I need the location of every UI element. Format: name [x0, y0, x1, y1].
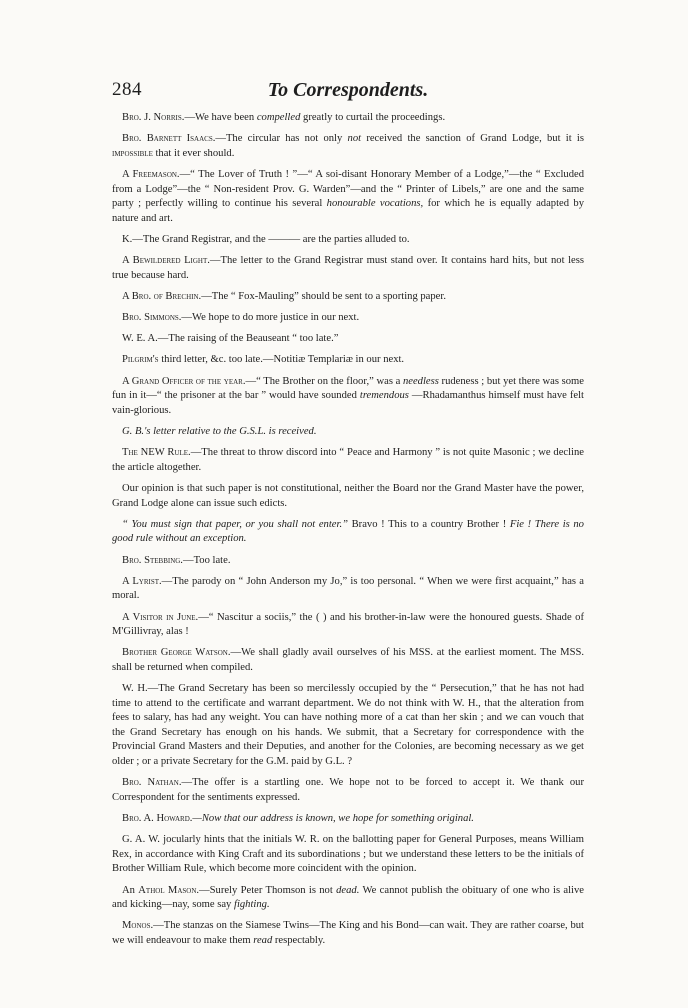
note-text: —The “ Fox-Mauling” should be sent to a sporting paper. — [201, 290, 446, 302]
italic-text: —Now that our address is known, we hope for something original. — [192, 813, 474, 825]
italic-text: read — [253, 934, 273, 946]
correspondent-note — [112, 776, 584, 805]
note-text: K.—The Grand Registrar, and the ——— are the parties alluded to. — [122, 233, 410, 245]
correspondent-name: Brother George Watson. — [122, 647, 231, 659]
note-text: —Too late. — [182, 554, 231, 566]
correspondent-note — [112, 611, 584, 640]
note-text: G. A. W. jocularly hints that the initials W. R. on the ballotting paper for General Purposes, means William Rex, in accordance with King Craft and its subordinations ; but we understand these letters to be the initials of Brother William Rule, which become more coincident with the opinion. — [112, 834, 584, 875]
correspondent-name: Grand Officer of the year. — [131, 375, 246, 387]
note-text: W. E. A.—The raising of the Beauseant “ too late.” — [122, 333, 339, 345]
correspondent-name: The NEW Rule. — [122, 447, 191, 459]
correspondent-note — [112, 812, 584, 827]
note-text: greatly to curtail the proceedings. — [300, 112, 446, 123]
correspondent-name: Bewildered Light. — [132, 255, 210, 267]
correspondent-note — [112, 446, 584, 475]
note-text: A — [122, 375, 132, 387]
note-text: —The parody on “ John Anderson my Jo,” is too personal. “ When we were first acquaint,” has a moral. — [112, 575, 584, 602]
correspondent-note — [112, 682, 584, 770]
page-number: 284 — [112, 79, 142, 100]
note-text: —Rhadamanthus himself must have felt vain-glorious. — [112, 390, 584, 416]
correspondent-note — [112, 646, 584, 675]
note-text: —Surely Peter Thomson is not — [199, 884, 337, 896]
italic-text: tremendous — [359, 390, 409, 402]
correspondent-name: Bro. Nathan. — [122, 777, 182, 789]
italic-text: compelled — [256, 112, 301, 123]
correspondent-note — [112, 233, 584, 248]
correspondent-name: Bro. of Brechin. — [131, 290, 202, 302]
correspondent-note — [112, 132, 584, 161]
correspondent-name: Bro. A. Howard. — [122, 813, 193, 825]
correspondent-name: Visitor in June. — [132, 611, 199, 623]
note-text: —“ The Brother on the floor,” was a — [245, 375, 403, 387]
correspondent-name: Bro. Barnett Isaacs. — [122, 133, 216, 145]
correspondent-note — [112, 111, 584, 126]
note-text: Our opinion is that such paper is not constitutional, neither the Board nor the Grand Master have the power, Grand Lodge alone can issue such edicts. — [112, 483, 584, 509]
correspondent-note — [112, 482, 584, 511]
correspondent-note — [112, 554, 584, 569]
note-text: —We hope to do more justice in our next. — [181, 312, 360, 324]
correspondents-list — [112, 111, 584, 955]
note-text: A — [122, 168, 133, 180]
correspondent-name: Pilgrim's — [122, 354, 159, 366]
italic-text: “ You must sign that paper, or you shall not enter.” — [122, 518, 348, 530]
note-text: —The circular has not only — [215, 133, 348, 145]
correspondent-note — [112, 884, 584, 913]
correspondent-name: Athol Mason. — [138, 884, 200, 896]
correspondent-name: impossible — [112, 147, 153, 159]
italic-text: Fie ! There is no good rule without an exception. — [112, 518, 584, 545]
note-text: —The threat to throw discord into “ Peace and Harmony ” is not quite Masonic ; we decline the article altogether. — [112, 447, 584, 473]
note-text: —We have been — [184, 112, 257, 123]
note-text: respectably. — [272, 934, 326, 946]
note-text: —The letter to the Grand Registrar must stand over. It contains hard hits, but not less true because hard. — [112, 255, 584, 281]
italic-text: needless — [402, 375, 439, 387]
italic-text: honourable vocations, — [326, 198, 424, 210]
note-text: A — [122, 290, 132, 302]
note-text: third letter, &c. too late.—Notitiæ Templariæ in our next. — [158, 354, 405, 366]
correspondent-note — [112, 375, 584, 419]
correspondent-name: Freemason. — [132, 168, 180, 180]
note-text: for which he is equally adapted by nature and art. — [112, 198, 585, 224]
note-text: A — [122, 611, 133, 623]
correspondent-note — [112, 311, 584, 326]
note-text: rudeness ; but yet there was some fun in it—“ the prisoner at the bar ” would have sounded — [112, 375, 585, 402]
correspondent-note — [112, 919, 584, 948]
note-text: A — [122, 255, 133, 267]
correspondent-note — [112, 833, 584, 877]
italic-text: not — [347, 133, 362, 145]
correspondent-name: Lyrist. — [132, 575, 162, 587]
note-text: —The offer is a startling one. We hope not to be forced to accept it. We thank our Correspondent for the sentiments expressed. — [112, 777, 584, 803]
correspondent-note — [112, 290, 584, 305]
italic-text: G. B.'s letter relative to the G.S.L. is received. — [122, 426, 317, 438]
italic-text: dead. — [336, 884, 360, 896]
note-text: —“ Nascitur a sociis,” the ( ) and his brother-in-law were the honoured guests. Shade of M'Gillivray, alas ! — [112, 611, 584, 638]
note-text: W. H.—The Grand Secretary has been so mercilessly occupied by the “ Persecution,” that he has not had time to attend to the certificate and warrant department. We do not think with W. H., that the alteration from fees to salary, has had any weight. You can have nothing more of a cat than her skin ; and we can vouch that the Grand Secretary has enough on his hands. We submit, that a Secretary for correspondence with the Provincial Grand Masters and their Deputies, and another for the Colonies, are becoming necessary as we get older ; or a private Secretary for the G.M. paid by G.L. ? — [112, 683, 584, 768]
note-text: Bravo ! This to a country Brother ! — [347, 518, 510, 530]
note-text: that it ever should. — [152, 147, 235, 159]
note-text: An — [122, 884, 139, 896]
italic-text: fighting. — [234, 899, 270, 911]
correspondent-note — [112, 332, 584, 347]
running-title: To Correspondents. — [267, 79, 429, 101]
correspondent-note — [112, 425, 584, 440]
note-text: —The stanzas on the Siamese Twins—The King and his Bond—can wait. They are rather coarse, but we will endeavour to make them — [112, 920, 584, 946]
correspondent-name: Bro. Stebbing. — [122, 554, 183, 566]
note-text: We cannot publish the obituary of one who is alive and kicking—nay, some say — [112, 884, 584, 911]
page-header — [112, 79, 584, 109]
correspondent-note — [112, 575, 584, 604]
correspondent-name: Bro. Simmons. — [122, 312, 182, 324]
correspondent-note — [112, 353, 584, 368]
note-text: —We shall gladly avail ourselves of his MSS. at the earliest moment. The MSS. shall be returned when compiled. — [112, 647, 585, 673]
correspondent-name: Monos. — [122, 920, 154, 932]
note-text: received the sanction of Grand Lodge, but it is — [361, 133, 584, 145]
note-text: —“ The Lover of Truth ! ”—“ A soi-disant Honorary Member of a Lodge,”—the “ Excluded from a Lodge”—the “ Non-resident Prov. G. Warden”—and the “ Printer of Libels,” are one and the same party ; perfectly willing to continue his several — [112, 168, 584, 210]
correspondent-note — [112, 254, 584, 283]
note-text: A — [122, 575, 133, 587]
correspondent-name: Bro. J. Norris. — [122, 112, 185, 123]
correspondent-note — [112, 518, 584, 547]
correspondent-note — [112, 168, 584, 226]
